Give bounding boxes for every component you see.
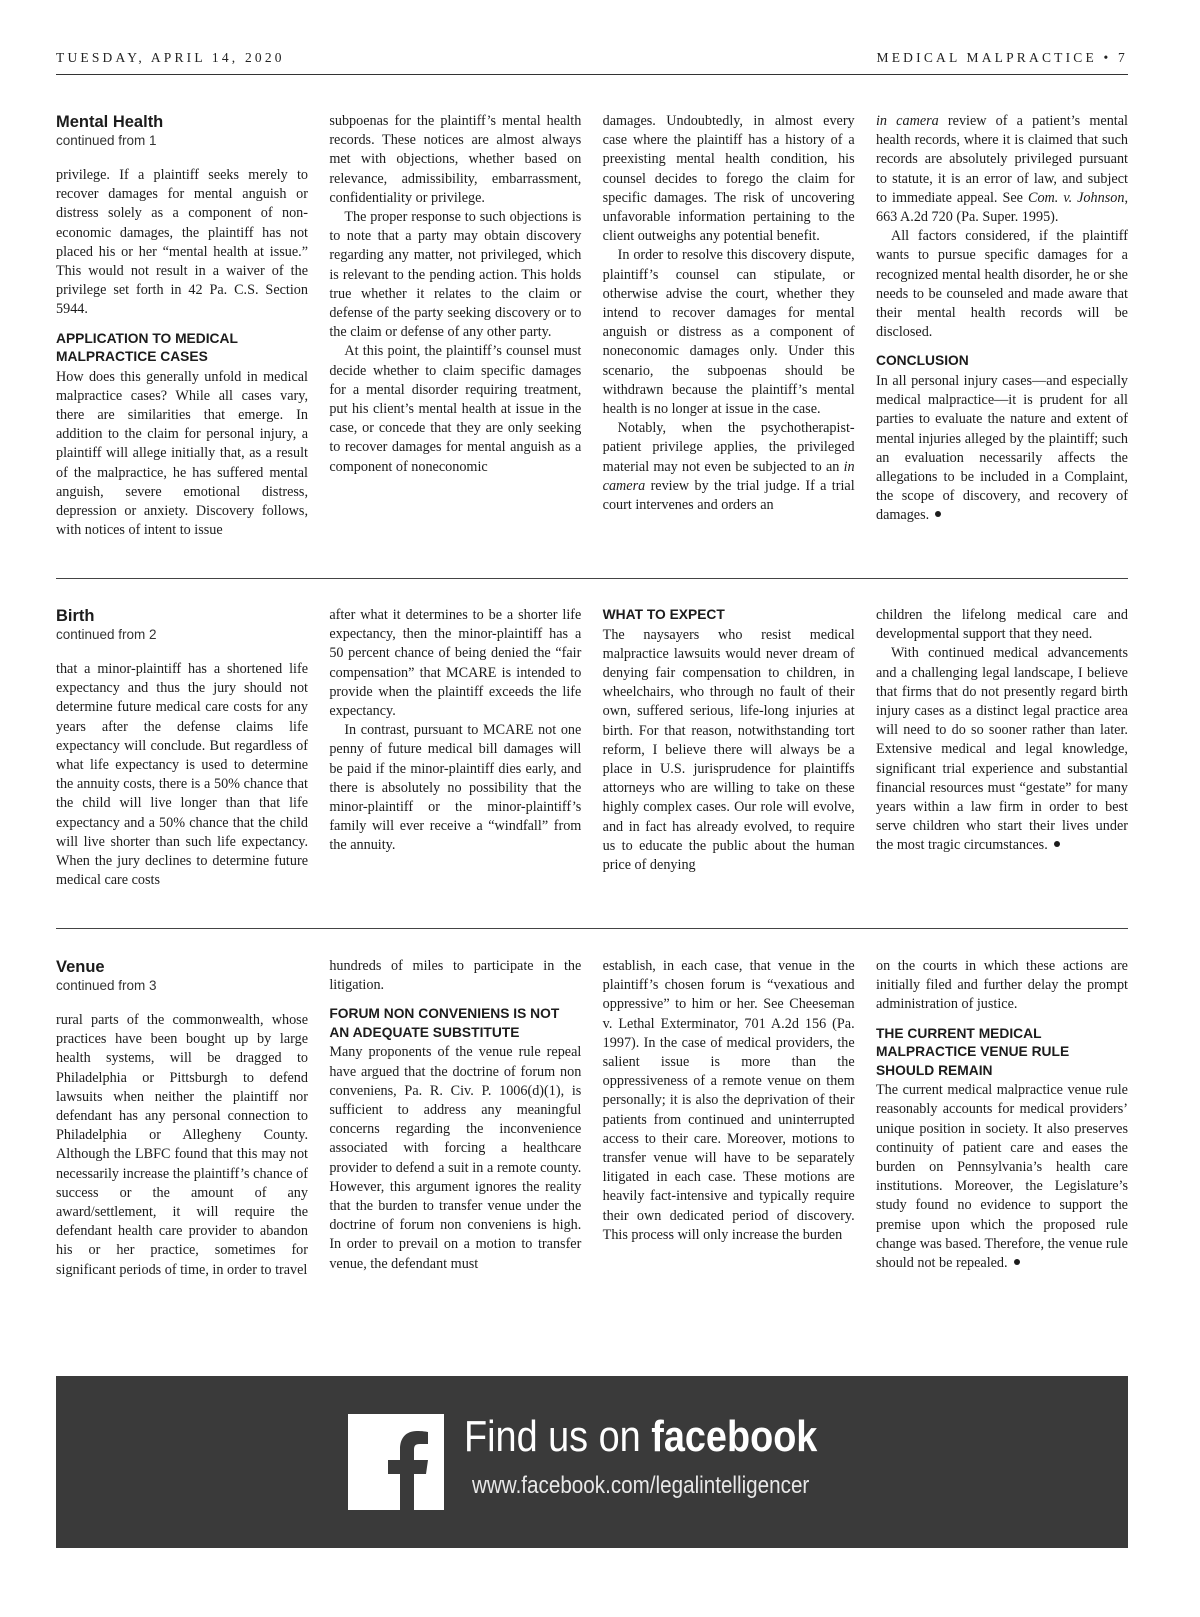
column-2 [329,957,581,1280]
subheading: CONCLUSION [875,353,969,369]
column-4 [876,606,1128,890]
facebook-f-icon[interactable] [348,1414,444,1510]
subheading: APPLICATION TO MEDICAL MALPRACTICE CASES [56,330,238,365]
article-title: Birth [56,607,95,625]
facebook-promo-banner[interactable] [56,1376,1128,1548]
column-1 [56,606,308,890]
end-mark-icon [935,511,941,517]
article-mental-health [56,112,1128,540]
paragraph: In all personal injury cases—and especially medical malpractice—it is prudent for all parties to evaluate the nature and extent of mental injuries alleged by the plaintiff; such an evaluation necessarily affects the allegations to be included in a Complaint, the scope of discovery, and recovery of damages. [875,372,1128,524]
article-title: Mental Health [56,113,164,131]
paragraph: privilege. If a plaintiff seeks merely to recover damages for mental anguish or distress solely as a component of non-economic damages, the plaintiff has not placed his or her “mental health at issue.” This would not result in a waiver of the privilege set forth in 42 Pa. C.S. Section 5944. [56,167,308,318]
paragraph: damages. Undoubtedly, in almost every case where the plaintiff has a history of a preexisting mental health condition, his counsel decides to forego the claim for specific damages. The risk of uncovering unfavorable information pertaining to the client outweighs any potential benefit. [602,113,855,245]
paragraph: rural parts of the commonwealth, whose practices have been bought up by large health systems, will be dragged to Philadelphia or Pittsburgh to defend lawsuits when neither the plaintiff nor defendant has any personal connection to Philadelphia or Allegheny County. Although the LBFC found that this may not necessarily increase the plaintiff’s chance of success or the amount of any award/settlement, it will require the defendant health care provider to abandon his or her practice, sometimes for significant periods of time, in order to travel [56,1012,308,1278]
facebook-headline: Find us on facebook [464,1412,818,1461]
column-2 [329,112,581,540]
paragraph: In order to resolve this discovery dispute, plaintiff’s counsel can stipulate, or otherwise advise the court, whether they intend to recover damages for mental anguish or distress as a component of noneconomic damages only. Under this scenario, the subpoenas should be withdrawn because the plaintiff’s mental health is no longer at issue in the case. [602,247,855,418]
column-3 [603,957,855,1280]
article-birth [56,606,1128,890]
section-divider [56,578,1128,579]
paragraph: With continued medical advancements and a challenging legal landscape, I believe that firms that do not presently regard birth injury cases as a distinct legal practice area will need to do so sooner rather than later. Extensive medical and legal knowledge, significant trial experience and substantial financial resources must “gestate” for many years within a law firm in order to best serve children who start their lives under the most tragic circumstances. [875,645,1128,854]
running-header [56,50,1128,75]
issue-date: TUESDAY, APRIL 14, 2020 [56,50,285,65]
subheading: THE CURRENT MEDICAL MALPRACTICE VENUE RULE SHOULD REMAIN [875,1025,1070,1078]
end-mark-icon [1014,1259,1020,1265]
paragraph: The proper response to such objections is to note that a party may obtain discovery regarding any matter, not privileged, which is relevant to the pending action. This holds true whether it relates to the claim or defense of the party seeking discovery or to the claim or defense of any other party. [329,209,582,341]
paragraph: subpoenas for the plaintiff’s mental health records. These notices are almost always met with objections, whether based on relevance, admissibility, embarrassment, confidentiality or privilege. [329,113,582,206]
column-3 [603,112,855,540]
paragraph: children the lifelong medical care and developmental support that they need. [875,607,1128,643]
continued-note: continued from 1 [56,133,157,148]
paragraph: How does this generally unfold in medical malpractice cases? While all cases vary, there are similarities that emerge. In addition to the claim for personal injury, a plaintiff will allege initially that, as a result of the malpractice, he has suffered mental anguish, severe emotional distress, depression or anxiety. Discovery follows, with notices of intent to issue [56,368,308,539]
subheading: FORUM NON CONVENIENS IS NOT AN ADEQUATE SUBSTITUTE [329,1006,560,1040]
paragraph: At this point, the plaintiff’s counsel must decide whether to claim specific damages for a mental disorder requiring treatment, put his client’s mental health at issue in the case, or concede that they are only seeking to recover damages for mental anguish as a component of noneconomic [329,343,582,475]
column-1 [56,957,308,1280]
article-venue [56,957,1128,1280]
paragraph: The current medical malpractice venue rule reasonably accounts for medical providers’ unique position in society. It also preserves continuity of patient care and eases the burden on Pennsylvania’s health care institutions. Moreover, the Legislature’s study found no evidence to support the premise upon which the proposed rule change was based. Therefore, the venue rule should not be repealed. [875,1082,1128,1271]
column-3 [603,606,855,890]
paragraph: establish, in each case, that venue in the plaintiff’s chosen forum is “vexatious and oppressive” to him or her. See Cheeseman v. Lethal Exterminator, 701 A.2d 156 (Pa. 1997). In the case of medical providers, the salient issue is more than the oppressiveness of a remote venue on them personally; it is also the deprivation of their patients from continued and uninterrupted access to their care. Moreover, motions to transfer venue will have to be separately litigated in each case. These motions are heavily fact-intensive and typically require their own dedicated period of discovery. This process will only increase the burden [602,958,855,1243]
continued-note: continued from 2 [56,627,157,642]
paragraph: All factors considered, if the plaintiff wants to pursue specific damages for a recognized mental health disorder, he or she needs to be counseled and made aware that their mental health records will be disclosed. [875,228,1128,341]
column-4 [876,112,1128,540]
paragraph: on the courts in which these actions are initially filed and further delay the prompt administration of justice. [875,958,1128,1013]
continued-note: continued from 3 [56,978,157,993]
paragraph: Many proponents of the venue rule repeal have argued that the doctrine of forum non conveniens, Pa. R. Civ. P. 1006(d)(1), is sufficient to address any meaningful concerns regarding the inconvenience associated with forcing a healthcare provider to defend a suit in a remote county. However, this argument ignores the reality that the burden to transfer venue under the doctrine of forum non conveniens is high. In order to prevail on a motion to transfer venue, the defendant must [329,1044,582,1272]
paragraph: The naysayers who resist medical malpractice lawsuits would never dream of denying fair compensation to children, in wheelchairs, who through no fault of their own, suffered serious, life-long injuries at birth. For that reason, notwithstanding tort reform, I believe there will always be a place in U.S. jurisprudence for plaintiffs attorneys who are willing to take on these highly complex cases. Our role will evolve, and in fact has already evolved, to require us to educate the public about the human price of denying [602,626,855,873]
end-mark-icon [1054,841,1060,847]
paragraph: In contrast, pursuant to MCARE not one penny of future medical bill damages will be paid if the minor-plaintiff dies early, and there is absolutely no possibility that the minor-plaintiff or the minor-plaintiff’s family will ever receive a “windfall” from the annuity. [329,722,582,854]
section-divider [56,928,1128,929]
paragraph: in camera review of a patient’s mental health records, where it is claimed that such records are absolutely privileged pursuant to statute, it is an error of law, and subject to immediate appeal. See Com. v. Johnson, 663 A.2d 720 (Pa. Super. 1995). [875,113,1128,226]
paragraph: hundreds of miles to participate in the litigation. [329,958,582,994]
column-4 [876,957,1128,1280]
section-page-number: MEDICAL MALPRACTICE • 7 [876,50,1128,65]
column-1 [56,112,308,540]
article-title: Venue [56,958,105,976]
column-2 [329,606,581,890]
facebook-url-link[interactable]: www.facebook.com/legalintelligencer [472,1472,810,1499]
paragraph: that a minor-plaintiff has a shortened life expectancy and thus the jury should not determine future medical care costs for any years after the defense claims life expectancy will conclude. But regardless of what life expectancy is used to determine the annuity costs, there is a 50% chance that the child will live longer than that life expectancy and a 50% chance that the child will live shorter than such life expectancy. When the jury declines to determine future medical care costs [56,661,308,889]
subheading: WHAT TO EXPECT [602,607,725,622]
paragraph: after what it determines to be a shorter life expectancy, then the minor-plaintiff has a 50 percent chance of being denied the “fair compensation” that MCARE is intended to provide when the plaintiff exceeds the life expectancy. [329,607,582,720]
paragraph: Notably, when the psychotherapist-patient privilege applies, the privileged material may not even be subjected to an in camera review by the trial judge. If a trial court intervenes and orders an [602,420,855,514]
